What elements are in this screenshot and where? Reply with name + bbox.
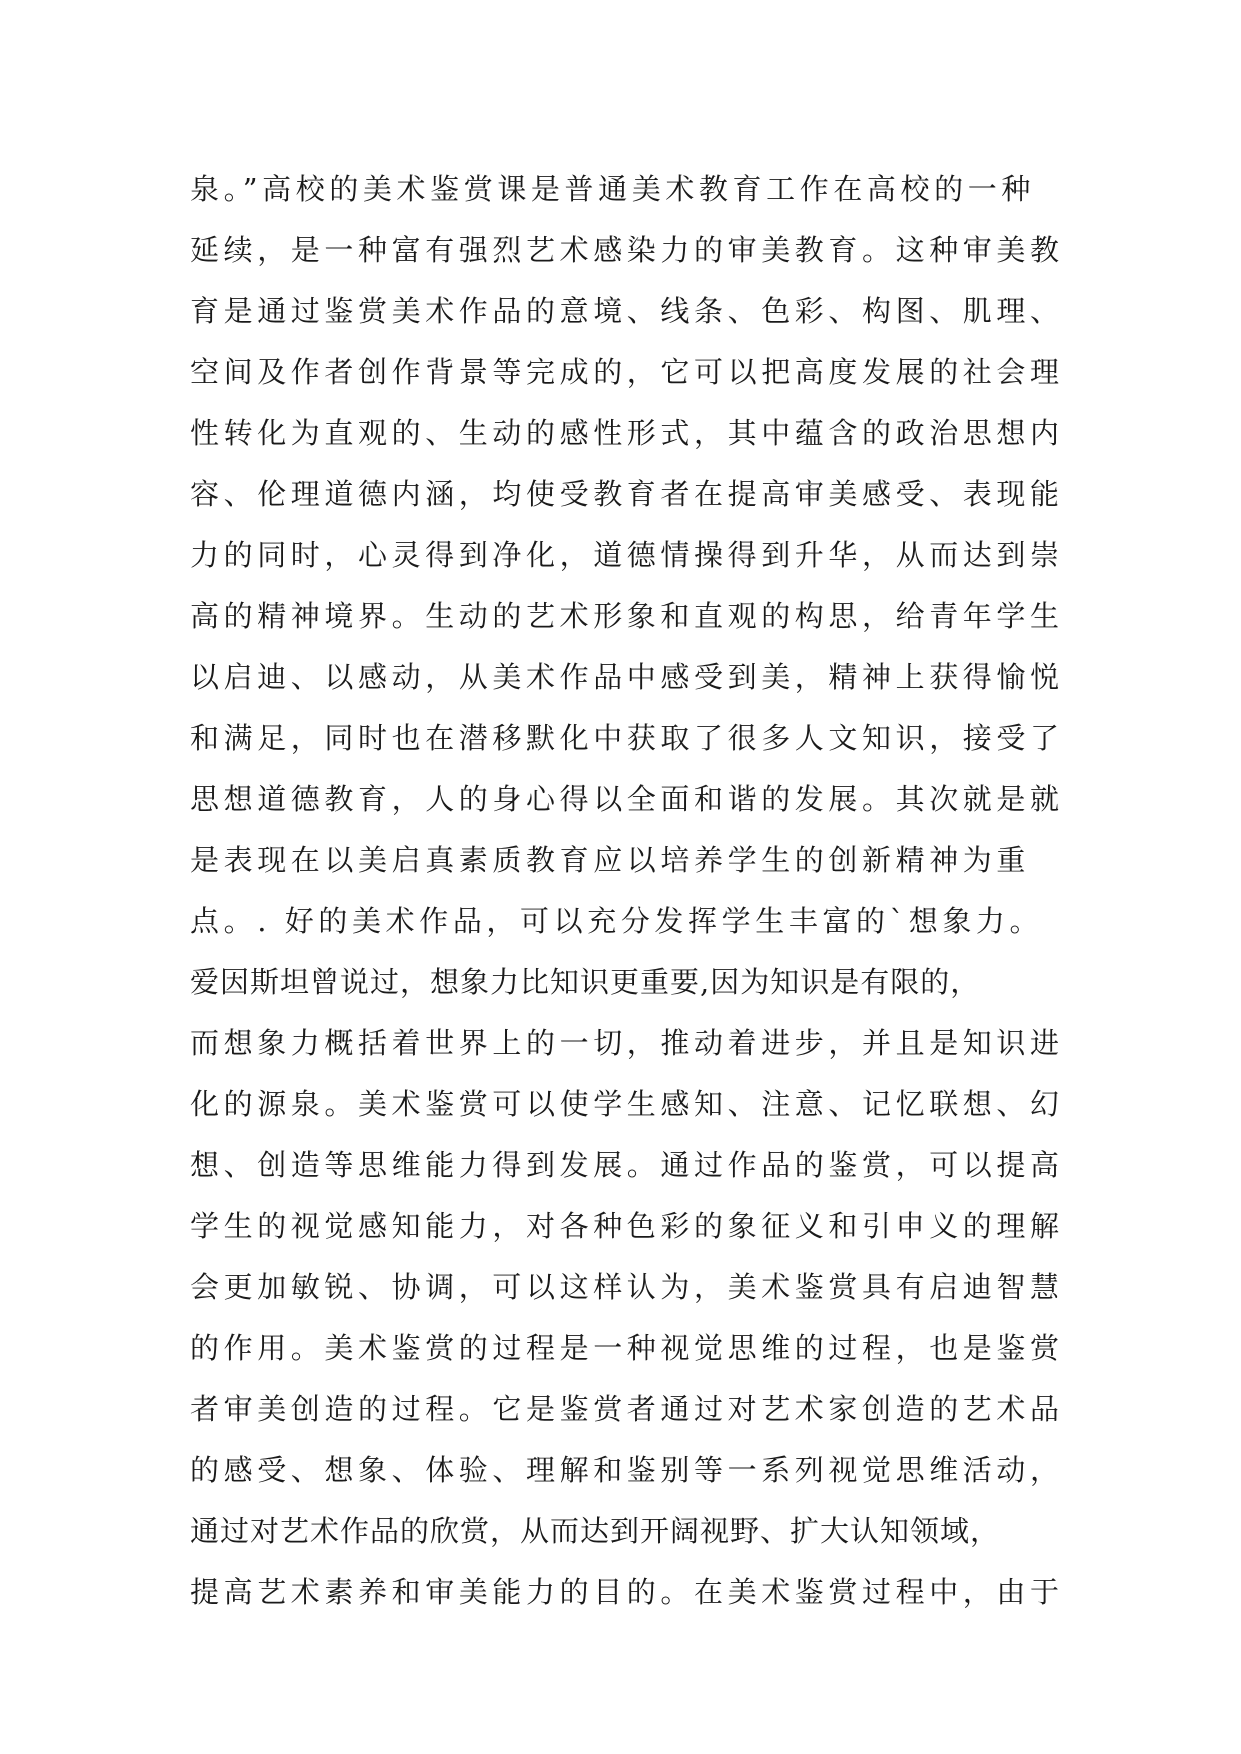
text-line: 容、伦理道德内涵，均使受教育者在提高审美感受、表现能 — [190, 477, 1064, 511]
text-line: 想、创造等思维能力得到发展。通过作品的鉴赏，可以提高 — [190, 1148, 1064, 1182]
text-line: 通过对艺术作品的欣赏，从而达到开阔视野、扩大认知领域， — [190, 1514, 1001, 1548]
text-line: 性转化为直观的、生动的感性形式，其中蕴含的政治思想内 — [190, 416, 1064, 450]
text-line: 爱因斯坦曾说过，想象力比知识更重要,因为知识是有限的， — [190, 965, 981, 999]
text-line: 会更加敏锐、协调，可以这样认为，美术鉴赏具有启迪智慧 — [190, 1270, 1064, 1304]
text-line: 的感受、想象、体验、理解和鉴别等一系列视觉思维活动， — [190, 1453, 1064, 1487]
text-line: 和满足，同时也在潜移默化中获取了很多人文知识，接受了 — [190, 721, 1064, 755]
text-line: 高的精神境界。生动的艺术形象和直观的构思，给青年学生 — [190, 599, 1064, 633]
text-line: 泉。”高校的美术鉴赏课是普通美术教育工作在高校的一种 — [190, 172, 1035, 206]
text-line: 的作用。美术鉴赏的过程是一种视觉思维的过程，也是鉴赏 — [190, 1331, 1064, 1365]
text-line: 是表现在以美启真素质教育应以培养学生的创新精神为重 — [190, 843, 1031, 877]
text-line: 提高艺术素养和审美能力的目的。在美术鉴赏过程中，由于 — [190, 1575, 1064, 1609]
body-text — [190, 159, 1090, 1623]
text-line: 化的源泉。美术鉴赏可以使学生感知、注意、记忆联想、幻 — [190, 1087, 1064, 1121]
text-line: 以启迪、以感动，从美术作品中感受到美，精神上获得愉悦 — [190, 660, 1064, 694]
text-line: 思想道德教育，人的身心得以全面和谐的发展。其次就是就 — [190, 782, 1064, 816]
text-line: 延续，是一种富有强烈艺术感染力的审美教育。这种审美教 — [190, 233, 1064, 267]
text-line: 点。. 好的美术作品，可以充分发挥学生丰富的`想象力。 — [190, 904, 1044, 938]
text-line: 学生的视觉感知能力，对各种色彩的象征义和引申义的理解 — [190, 1209, 1064, 1243]
text-line: 力的同时，心灵得到净化，道德情操得到升华，从而达到崇 — [190, 538, 1064, 572]
text-line: 空间及作者创作背景等完成的，它可以把高度发展的社会理 — [190, 355, 1064, 389]
text-line: 者审美创造的过程。它是鉴赏者通过对艺术家创造的艺术品 — [190, 1392, 1064, 1426]
text-line: 而想象力概括着世界上的一切，推动着进步，并且是知识进 — [190, 1026, 1064, 1060]
text-line: 育是通过鉴赏美术作品的意境、线条、色彩、构图、肌理、 — [190, 294, 1064, 328]
